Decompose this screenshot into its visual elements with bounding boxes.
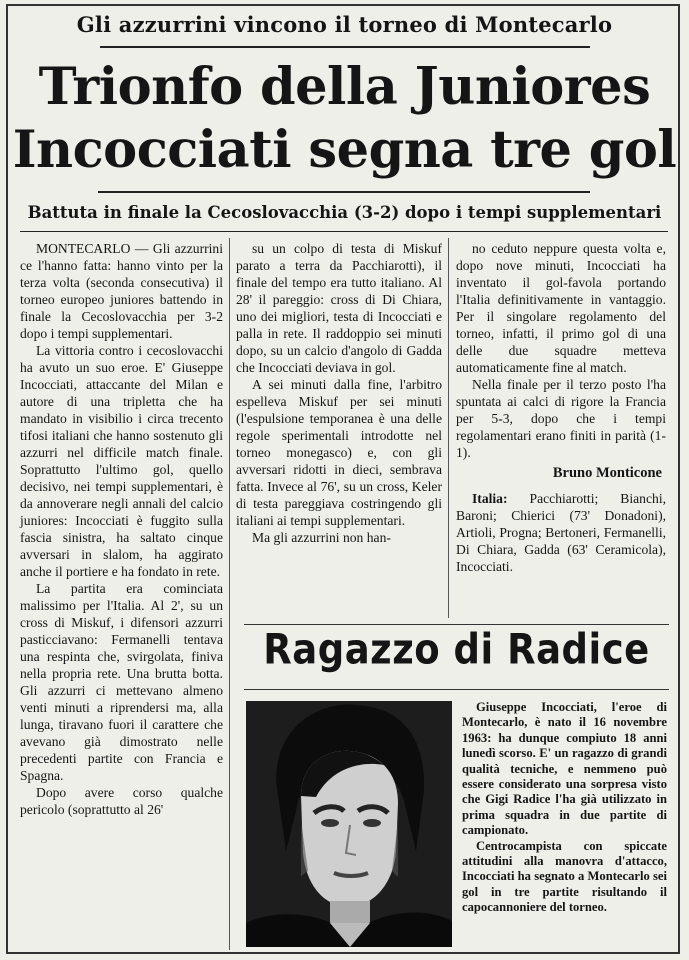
- player-portrait-photo: [246, 701, 452, 947]
- kicker: Gli azzurrini vincono il torneo di Montecarlo: [76, 12, 613, 37]
- paragraph: no ceduto neppure questa volta e, dopo nove minuti, Incocciati ha inventato il gol-favola portando l'Italia definitivamente in vantaggio. Per il singolare regolamento del torneo, infatti, il primo gol di una delle due squadre metteva automaticamente fine al match.: [456, 241, 666, 375]
- team-lineup: [456, 490, 666, 575]
- paragraph: Ma gli azzurrini non han-: [252, 530, 391, 545]
- kicker-rule: [100, 46, 590, 48]
- headline-rule: [98, 191, 590, 193]
- article-column-1: [20, 240, 223, 818]
- paragraph: MONTECARLO — Gli azzurrini ce l'hanno fatta: hanno vinto per la terza volta (seconda consecutiva) il torneo europeo juniores battendo in finale la Cecoslovacchia per 3-2 dopo i tempi supplementari.: [20, 241, 223, 341]
- author-signature: Bruno Monticone: [552, 465, 662, 481]
- headline-line-2: Incocciati segna tre gol: [12, 120, 677, 180]
- box-title-rule: [244, 689, 669, 690]
- caption-paragraph: Centrocampista con spiccate attitudini alla manovra d'attacco, Incocciati ha segnato a Montecarlo sei gol in tre partite risultando il capocannoniere del torneo.: [462, 838, 667, 915]
- column-divider: [229, 238, 230, 950]
- paragraph: La vittoria contro i cecoslovacchi ha avuto un suo eroe. E' Giuseppe Incocciati, attaccante del Milan e autore di una tripletta che ha mandato in visibilio i circa trecento tifosi italiani che hanno sostenuto gli azzurri nel difficile match finale. Soprattutto l'ultimo gol, quello decisivo, nei tempi supplementari, è da annoverare negli annali del calcio juniores: Incocciati è fuggito sulla fascia sinistra, ha saltato cinque avversari in slalom, ha aggirato anche il portiere e ha fondato in rete.: [20, 343, 223, 579]
- box-title: Ragazzo di Radice: [263, 625, 650, 674]
- paragraph: A sei minuti dalla fine, l'arbitro espelleva Miskuf per sei minuti (l'espulsione temporanea è una delle regole sperimentali introdotte nel torneo monegasco) e, con gli avversari ridotti in dieci, sembrava fatta. Invece al 76', su un cross, Keler di testa pareggiava costringendo gli italiani ai tempi supplementari.: [236, 377, 442, 528]
- subhead-rule: [20, 231, 668, 232]
- article-column-3: [456, 240, 666, 575]
- portrait-illustration: [246, 701, 452, 947]
- paragraph: Nella finale per il terzo posto l'ha spuntata ai calci di rigore la Francia per 5-3, dopo che i tempi regolamentari erano finiti in parità (1-1).: [456, 377, 666, 460]
- caption-paragraph: Giuseppe Incocciati, l'eroe di Montecarlo, è nato il 16 novembre 1963: ha dunque compiuto 18 anni lunedì scorso. E' un ragazzo di grandi qualità tecniche, e nemmeno può essere considerato una sorpresa visto che Gigi Radice l'ha già utilizzato in prima squadra in due partite di campionato.: [462, 700, 667, 838]
- paragraph: La partita era cominciata malissimo per l'Italia. Al 2', su un cross di Miskuf, i difensori azzurri pasticciavano: Fermanelli tentava una respinta che, svirgolata, finiva nella propria rete. Una brutta botta. Gli azzurri ci mettevano almeno venti minuti a riprendersi ma, alla lunga, tiravano fuori il carattere che avevano già dimostrato nelle precedenti partite con Francia e Spagna.: [20, 581, 223, 783]
- article-column-2: [236, 240, 442, 546]
- headline-line-1: Trionfo della Juniores: [38, 57, 651, 117]
- paragraph: Dopo avere corso qualche pericolo (soprattutto al 26': [20, 785, 223, 817]
- photo-caption: [462, 700, 667, 916]
- paragraph: su un colpo di testa di Miskuf parato a terra da Pacchiarotti), il finale del tempo era tutto italiano. Al 28' il pareggio: cross di Di Chiara, uno dei migliori, testa di Incocciati e palla in rete. Il raddoppio sei minuti dopo, su un calcio d'angolo di Gadda che Incocciati deviava in gol.: [236, 241, 442, 375]
- subheadline: Battuta in finale la Cecoslovacchia (3-2) dopo i tempi supplementari: [27, 203, 662, 222]
- lineup-text: Pacchiarotti; Bianchi, Baroni; Chierici (73' Donadoni), Artioli, Progna; Bertoneri, Fermanelli, Di Chiara, Gadda (63' Ceramicola), Incocciati.: [456, 491, 666, 574]
- column-divider: [448, 238, 449, 618]
- lineup-label: Italia:: [472, 491, 508, 506]
